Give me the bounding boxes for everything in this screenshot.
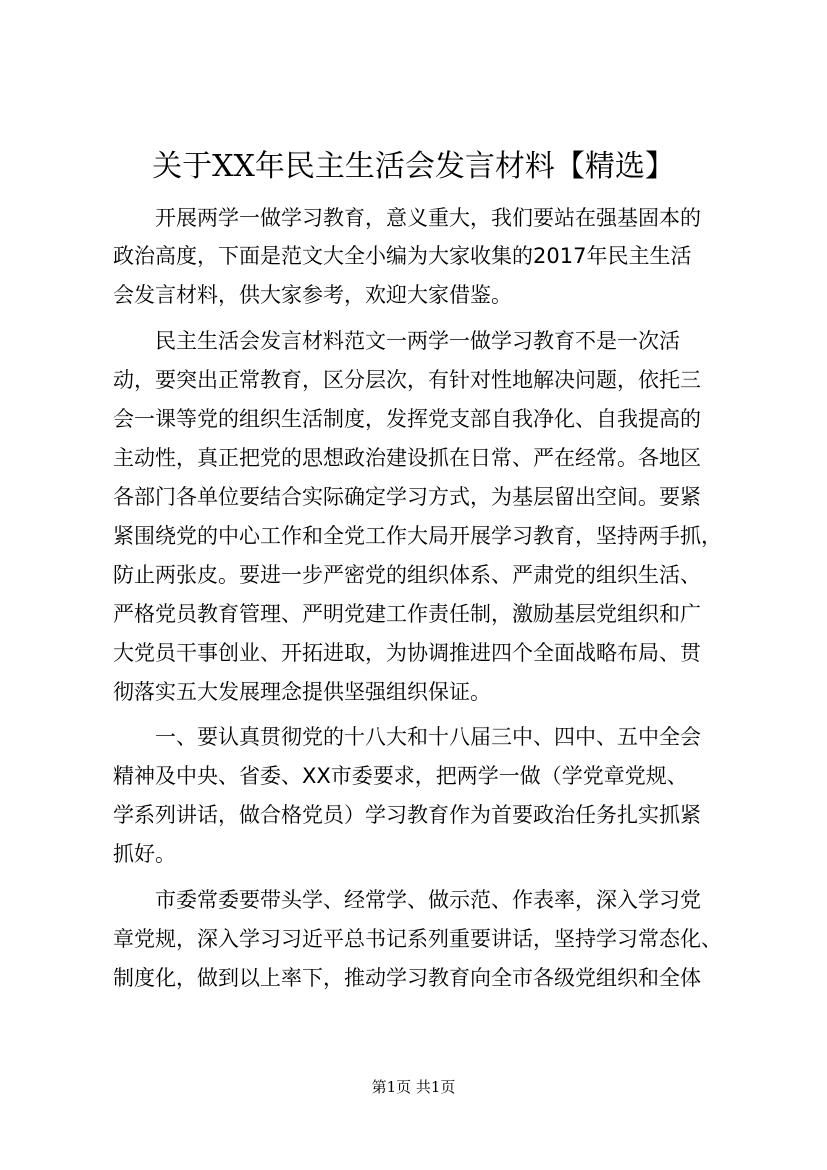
body-line: 开展两学一做学习教育，意义重大，我们要站在强基固本的 — [155, 206, 701, 230]
page-footer: 第1页 共1页 — [371, 1078, 456, 1096]
body-line: 各部门各单位要结合实际确定学习方式，为基层留出空间。要紧 — [113, 485, 701, 509]
body-line: 大党员干事创业、开拓进取，为协调推进四个全面战略布局、贯 — [113, 641, 701, 665]
body-line: 防止两张皮。要进一步严密党的组织体系、严肃党的组织生活、 — [113, 563, 701, 587]
body-line: 民主生活会发言材料范文一两学一做学习教育不是一次活 — [155, 329, 680, 353]
body-line: 主动性，真正把党的思想政治建设抓在日常、严在经常。各地区 — [113, 446, 701, 470]
body-line: 一、要认真贯彻党的十八大和十八届三中、四中、五中全会 — [155, 725, 701, 749]
body-line: 制度化，做到以上率下，推动学习教育向全市各级党组织和全体 — [113, 966, 701, 990]
body-line: 紧围绕党的中心工作和全党工作大局开展学习教育，坚持两手抓， — [113, 524, 722, 548]
body-line: 章党规，深入学习习近平总书记系列重要讲话，坚持学习常态化、 — [113, 927, 722, 951]
body-line: 抓好。 — [113, 842, 176, 866]
document-title: 关于XX年民主生活会发言材料【精选】 — [152, 149, 675, 184]
body-line: 市委常委要带头学、经常学、做示范、作表率，深入学习党 — [155, 888, 701, 912]
body-line: 彻落实五大发展理念提供坚强组织保证。 — [113, 680, 491, 704]
body-line: 会一课等党的组织生活制度，发挥党支部自我净化、自我提高的 — [113, 407, 701, 431]
body-line: 精神及中央、省委、XX市委要求，把两学一做（学党章党规、 — [113, 764, 688, 788]
body-line: 政治高度，下面是范文大全小编为大家收集的2017年民主生活 — [113, 244, 692, 268]
body-line: 会发言材料，供大家参考，欢迎大家借鉴。 — [113, 283, 512, 307]
body-line: 严格党员教育管理、严明党建工作责任制，激励基层党组织和广 — [113, 602, 701, 626]
body-line: 学系列讲话，做合格党员）学习教育作为首要政治任务扎实抓紧 — [113, 803, 701, 827]
body-line: 动，要突出正常教育，区分层次，有针对性地解决问题，依托三 — [113, 368, 701, 392]
